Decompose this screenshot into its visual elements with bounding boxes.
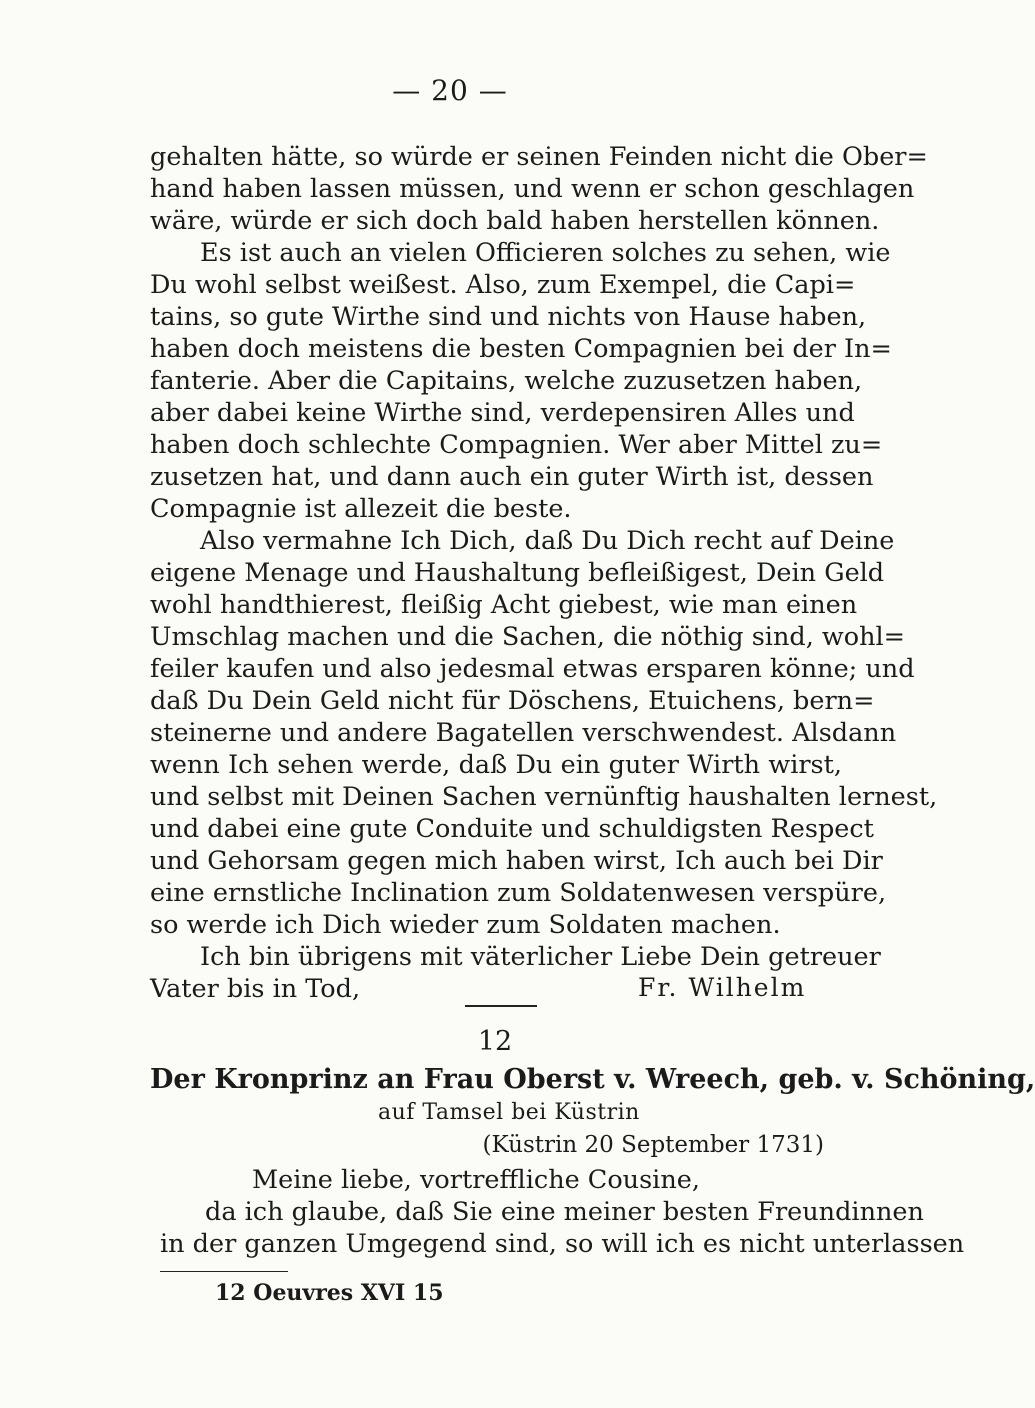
signature: Fr. Wilhelm xyxy=(638,973,807,1002)
text-line: Ich bin übrigens mit väterlicher Liebe Dein getreuer xyxy=(200,942,881,972)
footnote: 12 Oeuvres XVI 15 xyxy=(215,1280,444,1306)
text-line: zusetzen hat, und dann auch ein guter Wirth ist, dessen xyxy=(150,462,874,492)
page-number: — 20 — xyxy=(392,74,508,107)
text-line: steinerne und andere Bagatellen verschwendest. Alsdann xyxy=(150,718,897,748)
salutation: Meine liebe, vortreffliche Cousine, xyxy=(252,1165,700,1195)
text-line: Du wohl selbst weißest. Also, zum Exempel, die Capi= xyxy=(150,270,856,300)
text-line: so werde ich Dich wieder zum Soldaten machen. xyxy=(150,910,781,940)
letter-subheading: auf Tamsel bei Küstrin xyxy=(378,1100,640,1125)
section-number: 12 xyxy=(477,1026,513,1057)
text-line: haben doch schlechte Compagnien. Wer aber Mittel zu= xyxy=(150,430,883,460)
text-line: wäre, würde er sich doch bald haben herstellen können. xyxy=(150,206,880,236)
text-line: eine ernstliche Inclination zum Soldatenwesen verspüre, xyxy=(150,878,887,908)
text-line: hand haben lassen müssen, und wenn er schon geschlagen xyxy=(150,174,915,204)
letter-heading: Der Kronprinz an Frau Oberst v. Wreech, geb. v. Schöning, xyxy=(150,1064,1035,1095)
text-line: Umschlag machen und die Sachen, die nöthig sind, wohl= xyxy=(150,622,906,652)
text-line: fanterie. Aber die Capitains, welche zuzusetzen haben, xyxy=(150,366,863,396)
footnote-rule xyxy=(160,1271,288,1272)
text-line: in der ganzen Umgegend sind, so will ich es nicht unterlassen xyxy=(160,1229,965,1259)
text-line: und selbst mit Deinen Sachen vernünftig haushalten lernest, xyxy=(150,782,938,812)
text-line: eigene Menage und Haushaltung befleißigest, Dein Geld xyxy=(150,558,885,588)
text-line: tains, so gute Wirthe sind und nichts von Hause haben, xyxy=(150,302,867,332)
text-line: Es ist auch an vielen Officieren solches zu sehen, wie xyxy=(200,238,891,268)
text-line: und Gehorsam gegen mich haben wirst, Ich auch bei Dir xyxy=(150,846,883,876)
letter-dateline: (Küstrin 20 September 1731) xyxy=(482,1132,824,1158)
text-line: da ich glaube, daß Sie eine meiner besten Freundinnen xyxy=(205,1197,924,1227)
text-line: wenn Ich sehen werde, daß Du ein guter Wirth wirst, xyxy=(150,750,842,780)
text-line: feiler kaufen und also jedesmal etwas ersparen könne; und xyxy=(150,654,915,684)
text-line: aber dabei keine Wirthe sind, verdepensiren Alles und xyxy=(150,398,855,428)
text-line: Also vermahne Ich Dich, daß Du Dich recht auf Deine xyxy=(200,526,895,556)
text-line: und dabei eine gute Conduite und schuldigsten Respect xyxy=(150,814,874,844)
text-line: Compagnie ist allezeit die beste. xyxy=(150,494,572,524)
text-line: Vater bis in Tod, xyxy=(150,974,361,1004)
text-line: daß Du Dein Geld nicht für Döschens, Etuichens, bern= xyxy=(150,686,875,716)
text-line: wohl handthierest, fleißig Acht giebest, wie man einen xyxy=(150,590,858,620)
text-line: haben doch meistens die besten Compagnien bei der In= xyxy=(150,334,892,364)
section-divider xyxy=(465,1005,537,1007)
text-line: gehalten hätte, so würde er seinen Feinden nicht die Ober= xyxy=(150,142,928,172)
